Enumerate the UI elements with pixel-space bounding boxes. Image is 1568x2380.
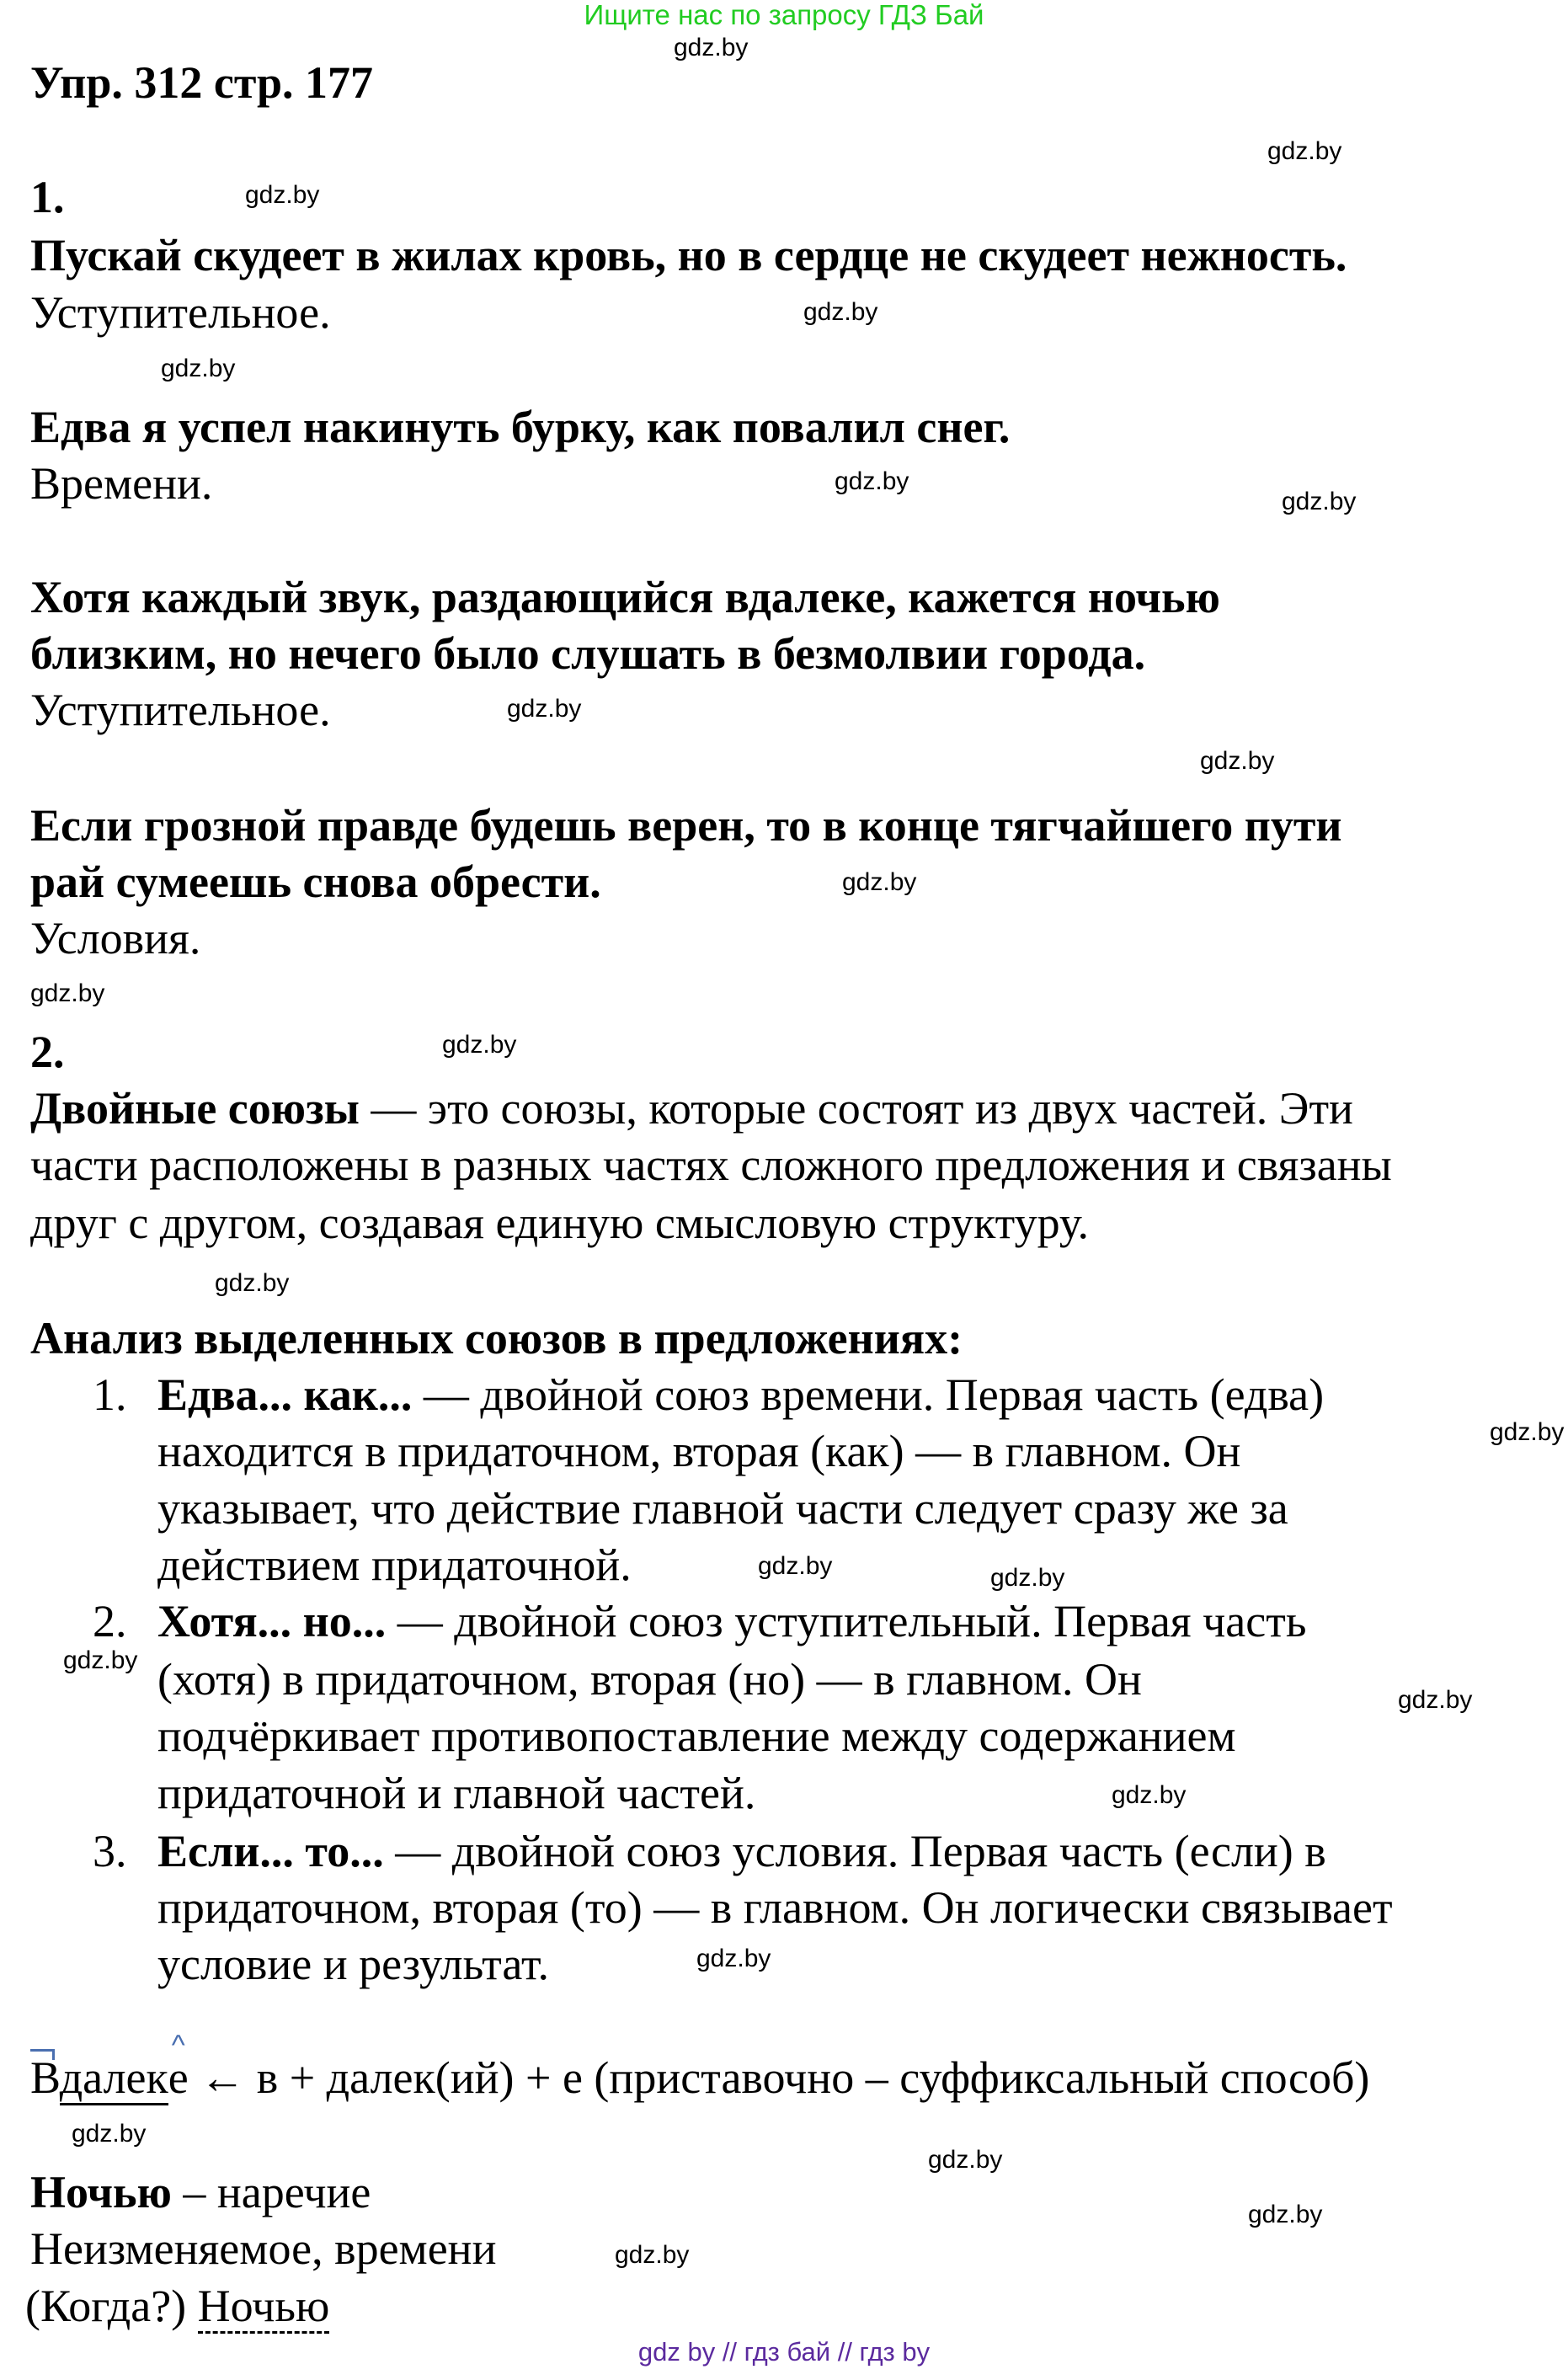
answer-1: Уступительное. (30, 287, 331, 338)
sentence-1: Пускай скудеет в жилах кровь, но в сердце не скудеет нежность. (30, 230, 1347, 280)
watermark: gdz.by (615, 2241, 690, 2269)
root-mark: далек (60, 2052, 168, 2105)
list-item-1-line3: указывает, что действие главной части следует сразу же за (157, 1483, 1288, 1534)
watermark: gdz.by (63, 1646, 138, 1674)
list-item-text: — двойной союз условия. Первая часть (если) в (383, 1826, 1326, 1876)
watermark: gdz.by (1282, 488, 1357, 515)
list-item-1-line2: находится в придаточном, вторая (как) — в главном. Он (157, 1426, 1241, 1476)
list-item-3-line2: придаточном, вторая (то) — в главном. Он логически связывает (157, 1882, 1393, 1933)
analysis-heading: Анализ выделенных союзов в предложениях: (30, 1313, 963, 1363)
pos-line (30, 2165, 371, 2219)
answer-4: Условия. (30, 913, 201, 963)
footer-links: gdz by // гдз бай // гдз by (637, 2337, 931, 2367)
watermark: gdz.by (1200, 747, 1275, 775)
suffix-mark: ^ е (168, 2052, 189, 2103)
prefix-mark: В (30, 2052, 60, 2103)
definition-term: Двойные союзы (30, 1083, 360, 1134)
watermark: gdz.by (1490, 1418, 1565, 1446)
syntax-role-line (25, 2279, 329, 2333)
section-number-2: 2. (30, 1027, 65, 1077)
definition-text: — это союзы, которые состоят из двух частей. Эти (359, 1083, 1353, 1134)
pos-text: – наречие (171, 2167, 371, 2217)
sentence-3-line2: близким, но нечего было слушать в безмолвии города. (30, 628, 1146, 679)
list-number: 1. (93, 1369, 127, 1420)
list-item-2-line3: подчёркивает противопоставление между содержанием (157, 1710, 1236, 1761)
watermark: gdz.by (1112, 1781, 1187, 1809)
watermark: gdz.by (803, 298, 878, 326)
list-item-1-line1 (157, 1368, 1324, 1422)
sentence-3-line1: Хотя каждый звук, раздающийся вдалеке, кажется ночью (30, 572, 1220, 622)
watermark: gdz.by (30, 979, 105, 1007)
list-item-2-line1 (157, 1594, 1306, 1648)
question-text: (Когда?) (25, 2281, 198, 2331)
page-title: Упр. 312 стр. 177 (30, 57, 374, 108)
adverbial-word: Ночью (198, 2281, 330, 2334)
list-item-3-line3: условие и результат. (157, 1939, 550, 1989)
list-number: 2. (93, 1596, 127, 1646)
search-banner: Ищите нас по запросу ГДЗ Бай (584, 0, 984, 30)
list-item-2-line4: придаточной и главной частей. (157, 1768, 756, 1818)
watermark: gdz.by (1267, 137, 1342, 165)
list-item-1-line4: действием придаточной. (157, 1540, 632, 1590)
watermark: gdz.by (72, 2120, 147, 2148)
watermark: gdz.by (758, 1552, 833, 1580)
watermark: gdz.by (507, 695, 582, 723)
watermark: gdz.by (928, 2146, 1003, 2174)
definition-line2: части расположены в разных частях сложного предложения и связаны (30, 1139, 1392, 1190)
answer-2: Времени. (30, 458, 213, 509)
sentence-2: Едва я успел накинуть бурку, как повалил снег. (30, 402, 1011, 452)
list-item-text: — двойной союз уступительный. Первая часть (386, 1596, 1307, 1646)
conjunction-term: Хотя... но... (157, 1596, 387, 1646)
sentence-4-line1: Если грозной правде будешь верен, то в конце тягчайшего пути (30, 800, 1342, 851)
watermark: gdz.by (990, 1564, 1065, 1592)
watermark: gdz.by (674, 34, 749, 61)
watermark: gdz.by (842, 868, 917, 896)
watermark: gdz.by (1248, 2201, 1323, 2228)
list-item-text: — двойной союз времени. Первая часть (едва) (412, 1369, 1325, 1420)
watermark: gdz.by (215, 1269, 290, 1297)
section-number-1: 1. (30, 172, 65, 222)
conjunction-term: Едва... как... (157, 1369, 413, 1420)
watermark: gdz.by (1398, 1686, 1473, 1714)
list-item-3-line1 (157, 1824, 1326, 1878)
list-item-2-line2: (хотя) в придаточном, вторая (но) — в главном. Он (157, 1654, 1142, 1705)
list-number: 3. (93, 1826, 127, 1876)
answer-3: Уступительное. (30, 685, 331, 735)
pos-word: Ночью (30, 2167, 172, 2217)
definition-line1 (30, 1081, 1353, 1135)
pos-features: Неизменяемое, времени (30, 2223, 497, 2274)
word-formation-text: ← в + далек(ий) + е (приставочно – суффиксальный способ) (188, 2052, 1370, 2103)
definition-line3: друг с другом, создавая единую смысловую структуру. (30, 1198, 1089, 1248)
watermark: gdz.by (696, 1945, 771, 1972)
watermark: gdz.by (161, 355, 236, 382)
watermark: gdz.by (245, 181, 320, 209)
conjunction-term: Если... то... (157, 1826, 384, 1876)
watermark: gdz.by (835, 467, 909, 495)
sentence-4-line2: рай сумеешь снова обрести. (30, 856, 601, 907)
watermark: gdz.by (442, 1031, 517, 1059)
word-formation-line (30, 2051, 1369, 2105)
